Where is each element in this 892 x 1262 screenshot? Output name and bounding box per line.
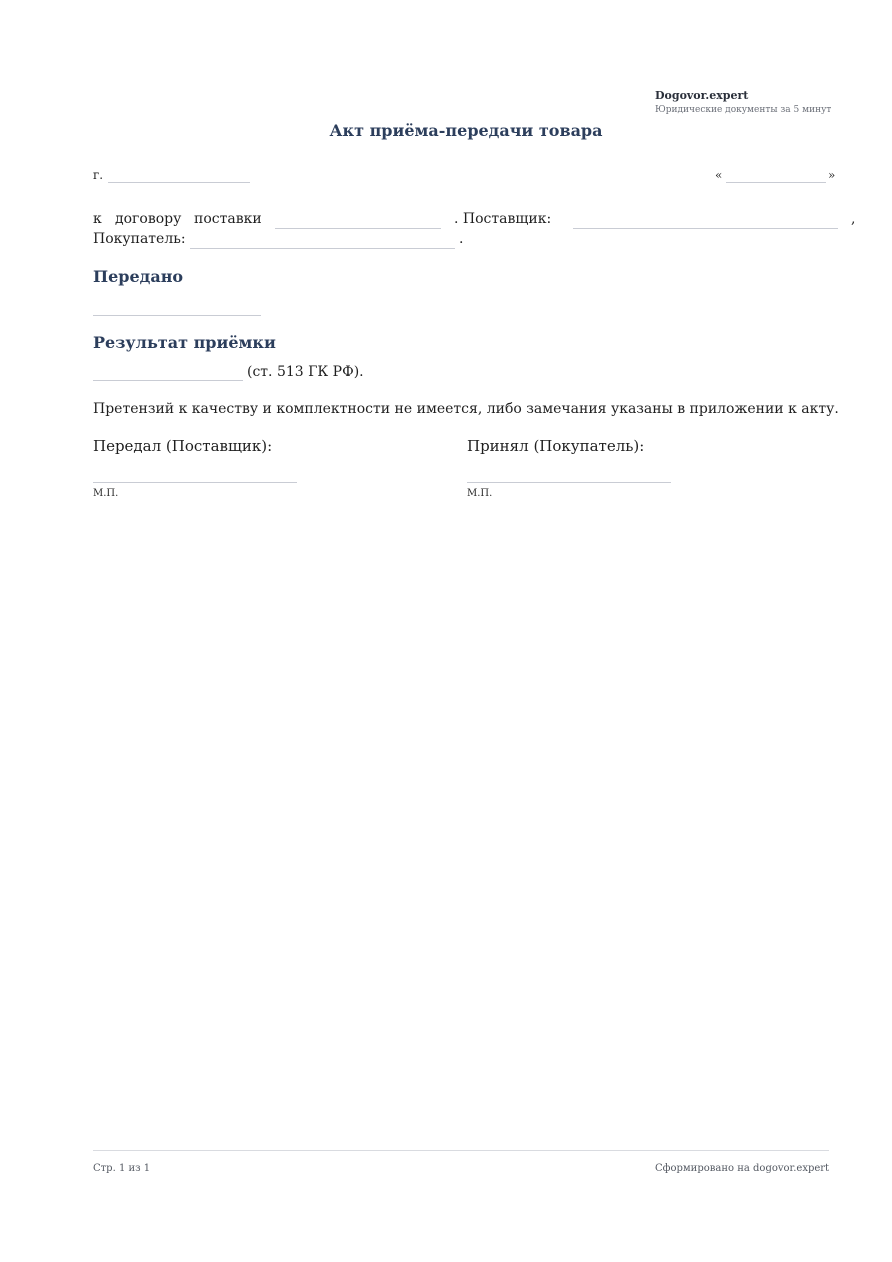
buyer-period: .	[459, 231, 464, 247]
buyer-label: Покупатель:	[93, 231, 186, 247]
transferred-blank-line	[93, 315, 261, 316]
buyer-stamp-label: М.П.	[467, 488, 493, 499]
buyer-blank-line	[190, 248, 455, 249]
document-title: Акт приёма-передачи товара	[329, 121, 603, 140]
supplier-stamp-label: М.П.	[93, 488, 119, 499]
section-result-heading: Результат приёмки	[93, 333, 276, 352]
contract-word-3: поставки	[194, 211, 262, 227]
contract-word-1: к	[93, 211, 102, 227]
result-reference: (ст. 513 ГК РФ).	[247, 364, 364, 380]
claims-statement: Претензий к качеству и комплектности не имеется, либо замечания указаны в приложении к акту.	[93, 401, 839, 417]
contract-word-2: договору	[115, 211, 182, 227]
brand-name: Dogovor.expert	[655, 89, 749, 102]
generated-by: Сформировано на dogovor.expert	[655, 1163, 830, 1174]
date-open-quote: «	[715, 168, 723, 182]
footer-divider	[93, 1150, 829, 1151]
received-label: Принял (Покупатель):	[467, 437, 645, 455]
section-transferred-heading: Передано	[93, 267, 184, 286]
brand-tagline: Юридические документы за 5 минут	[655, 105, 832, 115]
contract-number-blank-line	[275, 228, 441, 229]
supplier-label: . Поставщик:	[454, 211, 552, 227]
comma: ,	[851, 211, 856, 227]
page-number: Стр. 1 из 1	[93, 1163, 151, 1174]
supplier-blank-line	[573, 228, 838, 229]
city-blank-line	[108, 182, 250, 183]
handed-over-label: Передал (Поставщик):	[93, 437, 273, 455]
result-blank-line	[93, 380, 243, 381]
date-blank-line	[726, 182, 826, 183]
city-prefix: г.	[93, 168, 104, 182]
date-close-quote: »	[828, 168, 836, 182]
supplier-signature-line	[93, 482, 297, 483]
buyer-signature-line	[467, 482, 671, 483]
